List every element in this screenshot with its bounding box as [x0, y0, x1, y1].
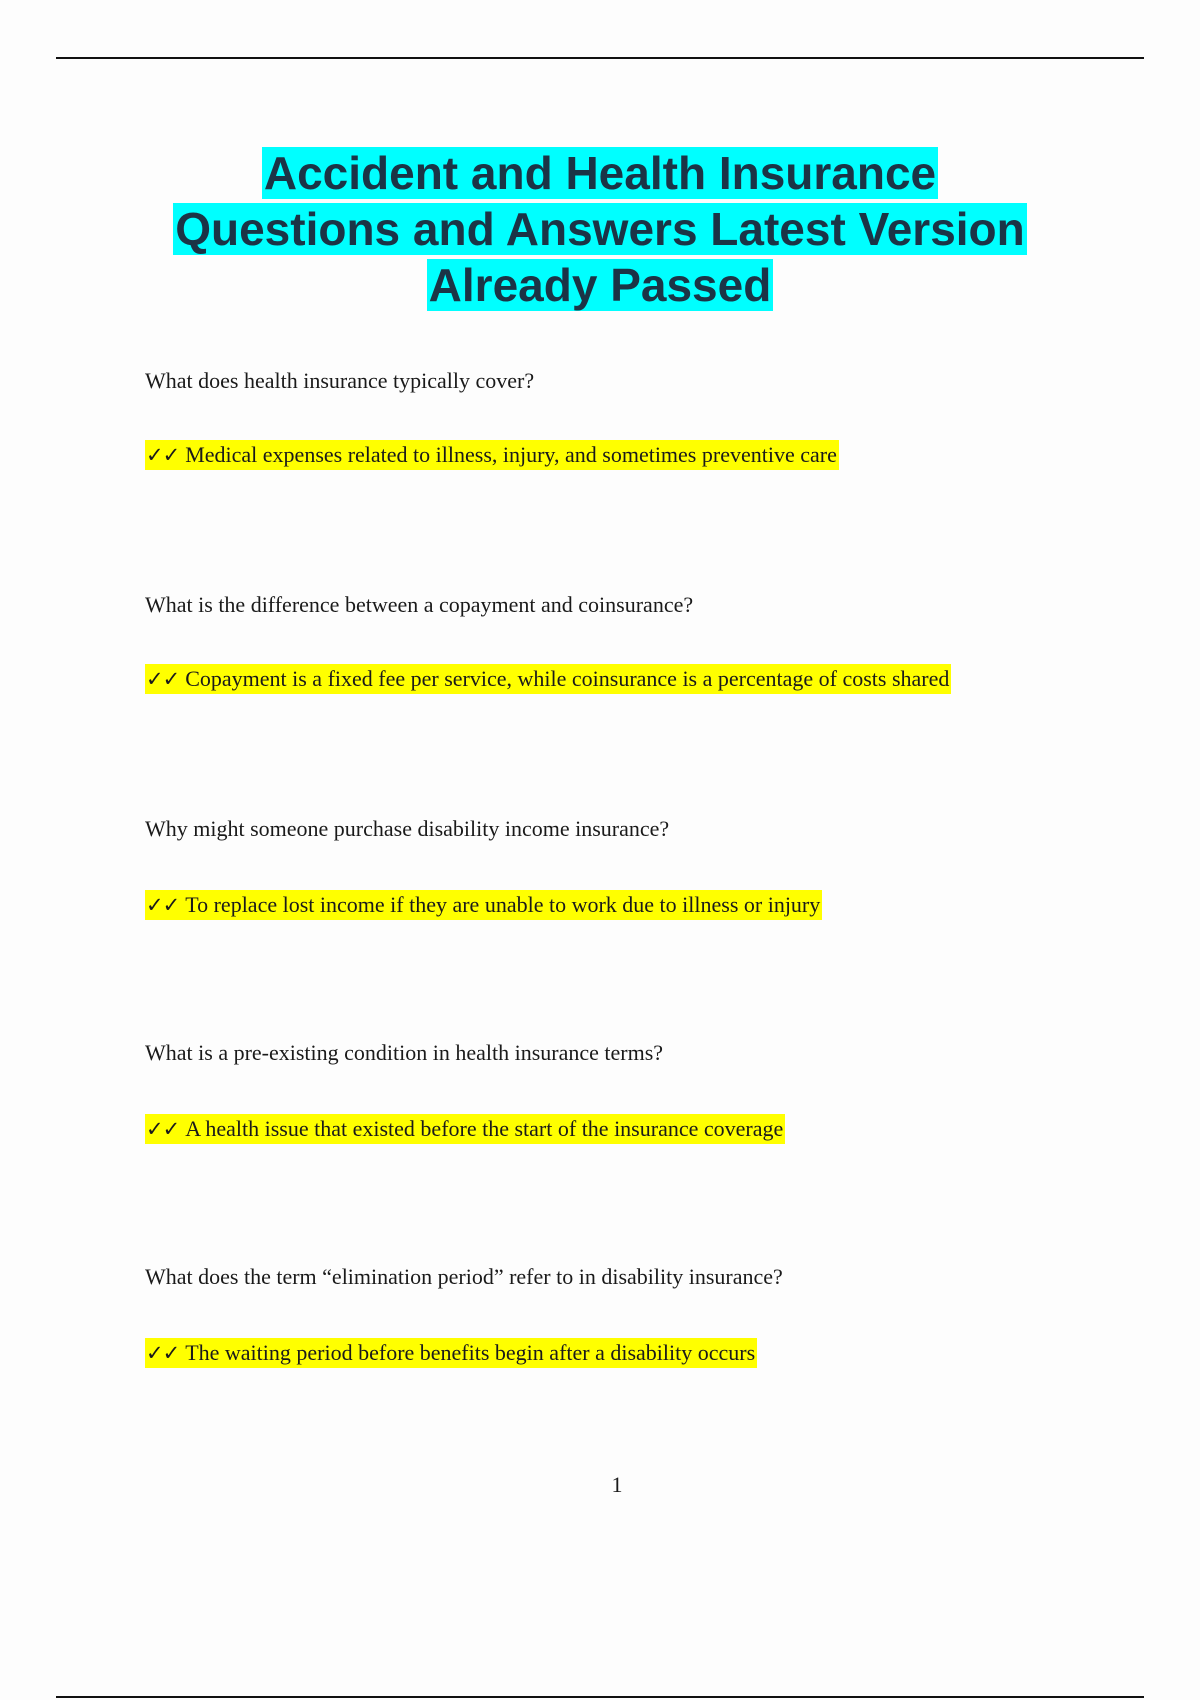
title-line: Questions and Answers Latest Version [175, 203, 1025, 255]
double-check-icon: ✓✓ [146, 443, 180, 467]
answer-5 [145, 1340, 757, 1366]
double-check-icon: ✓✓ [146, 1117, 180, 1141]
double-check-icon: ✓✓ [146, 667, 180, 691]
answer-text: Medical expenses related to illness, injury, and sometimes preventive care [185, 442, 837, 467]
title-line: Already Passed [428, 259, 772, 311]
answer-text: Copayment is a fixed fee per service, while coinsurance is a percentage of costs shared [185, 666, 950, 691]
bottom-rule [56, 1696, 1144, 1698]
page-number: 1 [611, 1472, 623, 1497]
document-title [60, 145, 1140, 313]
answer-1 [145, 442, 839, 468]
question-3: Why might someone purchase disability income insurance? [145, 816, 670, 841]
double-check-icon: ✓✓ [146, 893, 180, 917]
answer-text: A health issue that existed before the start of the insurance coverage [185, 1116, 784, 1141]
question-2: What is the difference between a copayment and coinsurance? [145, 592, 694, 617]
answer-3 [145, 892, 822, 918]
question-5: What does the term “elimination period” refer to in disability insurance? [145, 1264, 783, 1289]
answer-text: The waiting period before benefits begin after a disability occurs [185, 1340, 756, 1365]
double-check-icon: ✓✓ [146, 1341, 180, 1365]
title-line: Accident and Health Insurance [263, 147, 937, 199]
question-1: What does health insurance typically cover? [145, 368, 535, 393]
answer-text: To replace lost income if they are unable to work due to illness or injury [185, 892, 821, 917]
answer-2 [145, 666, 951, 692]
question-4: What is a pre-existing condition in health insurance terms? [145, 1040, 664, 1065]
top-rule [56, 57, 1144, 59]
answer-4 [145, 1116, 785, 1142]
